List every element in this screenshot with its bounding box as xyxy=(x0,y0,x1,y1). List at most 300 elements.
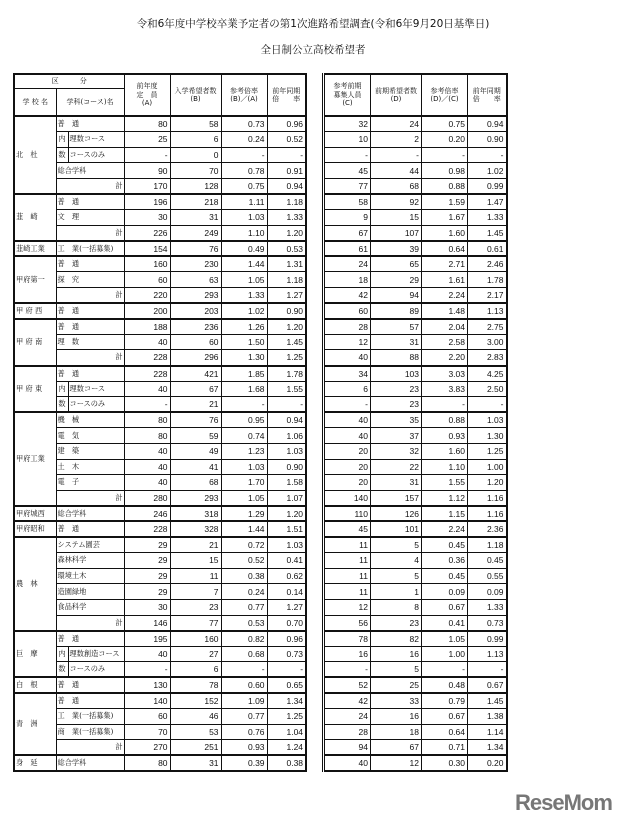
capacity-a-cell: 160 xyxy=(124,256,170,272)
ratio-dc-cell: 1.00 xyxy=(422,646,468,662)
capacity-a-cell: 226 xyxy=(124,225,170,241)
dept-name: 工 業(一括募集) xyxy=(56,241,124,257)
prev-ratio-2-cell: 1.16 xyxy=(468,490,507,506)
dept-name: 普 通 xyxy=(56,116,124,132)
ratio-dc-cell: 0.79 xyxy=(422,693,468,709)
applicants-d-cell: 157 xyxy=(371,490,422,506)
applicants-b-cell: 31 xyxy=(170,755,221,771)
ratio-ba-cell: 0.68 xyxy=(221,646,267,662)
ratio-ba-cell: - xyxy=(221,397,267,413)
applicants-d-cell: 22 xyxy=(371,459,422,475)
prev-ratio-cell: 1.07 xyxy=(267,490,306,506)
ratio-ba-cell: 0.38 xyxy=(221,568,267,584)
capacity-a-cell: 60 xyxy=(124,272,170,288)
quota-c-cell: 18 xyxy=(324,272,371,288)
ratio-ba-cell: 0.75 xyxy=(221,178,267,194)
table-row xyxy=(14,428,306,444)
dept-name: 建 築 xyxy=(56,443,124,459)
prev-ratio-2-cell: 1.14 xyxy=(468,724,507,740)
capacity-a-cell: 40 xyxy=(124,443,170,459)
quota-c-cell: 77 xyxy=(324,178,371,194)
applicants-d-cell: 92 xyxy=(371,194,422,210)
breakdown-mark: 内 xyxy=(56,646,68,662)
dept-name: 理数コース xyxy=(68,132,124,148)
school-name: 農 林 xyxy=(14,537,56,631)
school-name: 甲府城西 xyxy=(14,506,56,522)
table-row xyxy=(324,646,507,662)
subtotal-label: 計 xyxy=(56,178,124,194)
applicants-b-cell: 296 xyxy=(170,350,221,366)
ratio-ba-cell: 0.78 xyxy=(221,163,267,179)
prev-ratio-2-cell: 0.99 xyxy=(468,178,507,194)
prev-ratio-cell: 1.24 xyxy=(267,740,306,756)
prev-ratio-cell: 0.90 xyxy=(267,303,306,319)
prev-ratio-2-cell: 1.13 xyxy=(468,303,507,319)
ratio-dc-cell: 0.48 xyxy=(422,677,468,693)
table-row xyxy=(324,506,507,522)
applicants-d-cell: 94 xyxy=(371,288,422,304)
prev-ratio-cell: 1.25 xyxy=(267,350,306,366)
quota-c-cell: 12 xyxy=(324,599,371,615)
table-row xyxy=(324,366,507,382)
ratio-dc-cell: 3.83 xyxy=(422,381,468,397)
ratio-dc-cell: 1.59 xyxy=(422,194,468,210)
capacity-a-cell: 70 xyxy=(124,724,170,740)
table-row xyxy=(324,631,507,647)
prev-ratio-cell: 0.73 xyxy=(267,646,306,662)
ratio-dc-cell: 2.58 xyxy=(422,334,468,350)
quota-c-cell: 12 xyxy=(324,334,371,350)
table-row xyxy=(14,397,306,413)
ratio-ba-cell: 1.03 xyxy=(221,459,267,475)
table-row xyxy=(324,584,507,600)
prev-ratio-2-cell: 0.73 xyxy=(468,615,507,631)
ratio-ba-cell: 0.77 xyxy=(221,599,267,615)
applicants-b-cell: 293 xyxy=(170,288,221,304)
applicants-b-cell: 78 xyxy=(170,677,221,693)
ratio-ba-cell: 1.11 xyxy=(221,194,267,210)
ratio-dc-cell: 1.60 xyxy=(422,225,468,241)
quota-c-cell: 42 xyxy=(324,288,371,304)
prev-ratio-2-cell: 0.45 xyxy=(468,553,507,569)
school-name: 甲 府 南 xyxy=(14,319,56,366)
table-row xyxy=(324,724,507,740)
quota-c-cell: 11 xyxy=(324,584,371,600)
applicants-b-cell: 7 xyxy=(170,584,221,600)
table-row xyxy=(14,303,306,319)
quota-c-cell: 28 xyxy=(324,319,371,335)
breakdown-mark: 内 xyxy=(56,132,68,148)
prev-ratio-cell: 1.03 xyxy=(267,537,306,553)
prev-ratio-cell: 1.27 xyxy=(267,288,306,304)
applicants-d-cell: 68 xyxy=(371,178,422,194)
subtotal-row xyxy=(14,225,306,241)
school-name: 白 根 xyxy=(14,677,56,693)
school-name: 青 洲 xyxy=(14,693,56,755)
dept-name: 普 通 xyxy=(56,521,124,537)
header-applicants-d: 前期希望者数 (D) xyxy=(371,74,422,116)
resemom-logo: ReseMom xyxy=(515,790,612,815)
subtotal-row xyxy=(14,615,306,631)
quota-c-cell: 20 xyxy=(324,443,371,459)
header-prev-ratio-2: 前年同期 倍 率 xyxy=(468,74,507,116)
applicants-d-cell: 126 xyxy=(371,506,422,522)
capacity-a-cell: - xyxy=(124,147,170,163)
prev-ratio-cell: 0.41 xyxy=(267,553,306,569)
ratio-ba-cell: 0.74 xyxy=(221,428,267,444)
applicants-b-cell: 6 xyxy=(170,662,221,678)
ratio-ba-cell: 1.85 xyxy=(221,366,267,382)
subtotal-label: 計 xyxy=(56,740,124,756)
ratio-dc-cell: 2.24 xyxy=(422,288,468,304)
table-row xyxy=(324,397,507,413)
ratio-dc-cell: - xyxy=(422,662,468,678)
capacity-a-cell: 29 xyxy=(124,553,170,569)
quota-c-cell: 61 xyxy=(324,241,371,257)
ratio-dc-cell: 0.93 xyxy=(422,428,468,444)
capacity-a-cell: 188 xyxy=(124,319,170,335)
prev-ratio-cell: - xyxy=(267,147,306,163)
capacity-a-cell: 80 xyxy=(124,116,170,132)
applicants-b-cell: 203 xyxy=(170,303,221,319)
ratio-dc-cell: 0.75 xyxy=(422,116,468,132)
capacity-a-cell: 29 xyxy=(124,568,170,584)
applicants-b-cell: 46 xyxy=(170,709,221,725)
dept-name: 理数創造コース xyxy=(68,646,124,662)
prev-ratio-2-cell: 1.18 xyxy=(468,537,507,553)
quota-c-cell: 40 xyxy=(324,755,371,771)
ratio-dc-cell: 2.71 xyxy=(422,256,468,272)
table-row xyxy=(14,584,306,600)
capacity-a-cell: 195 xyxy=(124,631,170,647)
table-row xyxy=(324,116,507,132)
capacity-a-cell: 220 xyxy=(124,288,170,304)
quota-c-cell: 78 xyxy=(324,631,371,647)
prev-ratio-2-cell: - xyxy=(468,397,507,413)
table-row xyxy=(324,662,507,678)
capacity-a-cell: 228 xyxy=(124,350,170,366)
prev-ratio-cell: 1.34 xyxy=(267,693,306,709)
school-name: 甲府第一 xyxy=(14,256,56,303)
applicants-d-cell: 16 xyxy=(371,709,422,725)
prev-ratio-cell: 1.20 xyxy=(267,319,306,335)
ratio-dc-cell: 1.05 xyxy=(422,631,468,647)
header-quota-c: 参考前期 募集人員 (C) xyxy=(324,74,371,116)
prev-ratio-2-cell: 1.03 xyxy=(468,412,507,428)
applicants-d-cell: 101 xyxy=(371,521,422,537)
dept-name: コースのみ xyxy=(68,397,124,413)
capacity-a-cell: - xyxy=(124,662,170,678)
quota-c-cell: 58 xyxy=(324,194,371,210)
ratio-ba-cell: 0.53 xyxy=(221,615,267,631)
capacity-a-cell: 270 xyxy=(124,740,170,756)
ratio-dc-cell: 1.12 xyxy=(422,490,468,506)
table-row xyxy=(324,553,507,569)
prev-ratio-2-cell: 1.02 xyxy=(468,163,507,179)
capacity-a-cell: 40 xyxy=(124,334,170,350)
prev-ratio-cell: 1.18 xyxy=(267,194,306,210)
quota-c-cell: 6 xyxy=(324,381,371,397)
ratio-ba-cell: 0.24 xyxy=(221,132,267,148)
early-applicants-table xyxy=(322,73,508,772)
table-row xyxy=(14,459,306,475)
table-row xyxy=(14,646,306,662)
capacity-a-cell: 280 xyxy=(124,490,170,506)
ratio-ba-cell: 1.03 xyxy=(221,210,267,226)
school-name: 韮 崎 xyxy=(14,194,56,241)
applicants-b-cell: 60 xyxy=(170,334,221,350)
dept-name: 普 通 xyxy=(56,256,124,272)
capacity-a-cell: 80 xyxy=(124,428,170,444)
prev-ratio-2-cell: 0.61 xyxy=(468,241,507,257)
quota-c-cell: 10 xyxy=(324,132,371,148)
ratio-ba-cell: 1.30 xyxy=(221,350,267,366)
subtotal-row xyxy=(14,288,306,304)
capacity-a-cell: 40 xyxy=(124,475,170,491)
table-row xyxy=(14,553,306,569)
applicants-b-cell: 59 xyxy=(170,428,221,444)
ratio-dc-cell: 1.67 xyxy=(422,210,468,226)
prev-ratio-cell: 1.45 xyxy=(267,334,306,350)
table-row xyxy=(324,303,507,319)
applicants-d-cell: 65 xyxy=(371,256,422,272)
prev-ratio-cell: 1.78 xyxy=(267,366,306,382)
capacity-a-cell: 80 xyxy=(124,412,170,428)
ratio-dc-cell: 0.20 xyxy=(422,132,468,148)
dept-name: 食品科学 xyxy=(56,599,124,615)
prev-ratio-2-cell: 1.20 xyxy=(468,475,507,491)
quota-c-cell: 56 xyxy=(324,615,371,631)
prev-ratio-2-cell: 2.50 xyxy=(468,381,507,397)
table-row xyxy=(14,693,306,709)
prev-ratio-2-cell: 4.25 xyxy=(468,366,507,382)
prev-ratio-cell: 0.70 xyxy=(267,615,306,631)
applicants-d-cell: 2 xyxy=(371,132,422,148)
applicants-b-cell: 76 xyxy=(170,241,221,257)
dept-name: 造園緑地 xyxy=(56,584,124,600)
dept-name: 商 業(一括募集) xyxy=(56,724,124,740)
ratio-ba-cell: 1.50 xyxy=(221,334,267,350)
breakdown-mark: 数 xyxy=(56,397,68,413)
page-subtitle: 全日制公立高校希望者 xyxy=(260,44,366,56)
ratio-ba-cell: 0.49 xyxy=(221,241,267,257)
quota-c-cell: - xyxy=(324,397,371,413)
table-row xyxy=(14,631,306,647)
school-name: 韮崎工業 xyxy=(14,241,56,257)
capacity-a-cell: 228 xyxy=(124,521,170,537)
applicants-d-cell: 24 xyxy=(371,116,422,132)
table-row xyxy=(324,412,507,428)
table-row xyxy=(324,256,507,272)
prev-ratio-cell: - xyxy=(267,397,306,413)
prev-ratio-2-cell: 2.36 xyxy=(468,521,507,537)
quota-c-cell: 40 xyxy=(324,428,371,444)
dept-name: 普 通 xyxy=(56,693,124,709)
table-row xyxy=(14,319,306,335)
ratio-ba-cell: 1.02 xyxy=(221,303,267,319)
table-row xyxy=(324,755,507,771)
prev-ratio-2-cell: 1.13 xyxy=(468,646,507,662)
school-name: 北 杜 xyxy=(14,116,56,194)
applicants-b-cell: 21 xyxy=(170,397,221,413)
table-row xyxy=(324,428,507,444)
prev-ratio-cell: 1.18 xyxy=(267,272,306,288)
ratio-ba-cell: 1.09 xyxy=(221,693,267,709)
quota-c-cell: 45 xyxy=(324,521,371,537)
prev-ratio-2-cell: 2.75 xyxy=(468,319,507,335)
table-row xyxy=(324,693,507,709)
prev-ratio-cell: 1.58 xyxy=(267,475,306,491)
applicants-d-cell: - xyxy=(371,147,422,163)
prev-ratio-cell: 0.65 xyxy=(267,677,306,693)
table-row xyxy=(14,537,306,553)
table-row xyxy=(14,568,306,584)
dept-name: 普 通 xyxy=(56,319,124,335)
applicants-d-cell: 5 xyxy=(371,537,422,553)
dept-name: 電 子 xyxy=(56,475,124,491)
prev-ratio-cell: 1.31 xyxy=(267,256,306,272)
dept-name: 総合学科 xyxy=(56,506,124,522)
applicants-d-cell: 25 xyxy=(371,677,422,693)
ratio-dc-cell: 0.64 xyxy=(422,724,468,740)
applicants-d-cell: 29 xyxy=(371,272,422,288)
applicants-b-cell: 15 xyxy=(170,553,221,569)
applicants-b-cell: 58 xyxy=(170,116,221,132)
prev-ratio-cell: 0.96 xyxy=(267,631,306,647)
prev-ratio-2-cell: 0.20 xyxy=(468,755,507,771)
ratio-dc-cell: 1.60 xyxy=(422,443,468,459)
applicants-b-cell: 67 xyxy=(170,381,221,397)
subtotal-row xyxy=(14,490,306,506)
school-name: 甲 府 東 xyxy=(14,366,56,413)
capacity-a-cell: 196 xyxy=(124,194,170,210)
table-row xyxy=(324,241,507,257)
prev-ratio-2-cell: 1.25 xyxy=(468,443,507,459)
ratio-ba-cell: 0.95 xyxy=(221,412,267,428)
prev-ratio-cell: 1.51 xyxy=(267,521,306,537)
applicants-d-cell: 82 xyxy=(371,631,422,647)
dept-name: 森林科学 xyxy=(56,553,124,569)
table-row xyxy=(14,412,306,428)
quota-c-cell: 16 xyxy=(324,646,371,662)
subtotal-label: 計 xyxy=(56,490,124,506)
table-row xyxy=(14,334,306,350)
capacity-a-cell: 146 xyxy=(124,615,170,631)
breakdown-mark: 内 xyxy=(56,381,68,397)
ratio-dc-cell: 3.03 xyxy=(422,366,468,382)
ratio-dc-cell: 0.98 xyxy=(422,163,468,179)
prev-ratio-2-cell: 1.38 xyxy=(468,709,507,725)
ratio-ba-cell: 1.05 xyxy=(221,490,267,506)
applicants-d-cell: 35 xyxy=(371,412,422,428)
table-row xyxy=(14,755,306,771)
prev-ratio-2-cell: 1.45 xyxy=(468,693,507,709)
applicants-b-cell: 11 xyxy=(170,568,221,584)
prev-ratio-2-cell: 2.17 xyxy=(468,288,507,304)
prev-ratio-cell: 0.91 xyxy=(267,163,306,179)
applicants-d-cell: 31 xyxy=(371,475,422,491)
quota-c-cell: 40 xyxy=(324,412,371,428)
applicants-b-cell: 249 xyxy=(170,225,221,241)
ratio-dc-cell: 0.45 xyxy=(422,537,468,553)
dept-name: 環境土木 xyxy=(56,568,124,584)
dept-name: 理数コース xyxy=(68,381,124,397)
prev-ratio-cell: 0.14 xyxy=(267,584,306,600)
prev-ratio-2-cell: 1.33 xyxy=(468,599,507,615)
subtotal-row xyxy=(324,178,507,194)
quota-c-cell: 24 xyxy=(324,709,371,725)
subtotal-label: 計 xyxy=(56,225,124,241)
table-row xyxy=(324,147,507,163)
table-row xyxy=(324,709,507,725)
table-row xyxy=(324,568,507,584)
table-row xyxy=(14,132,306,148)
quota-c-cell: 110 xyxy=(324,506,371,522)
applicants-d-cell: 16 xyxy=(371,646,422,662)
applicants-b-cell: 27 xyxy=(170,646,221,662)
applicants-table xyxy=(13,73,307,772)
prev-ratio-cell: 0.38 xyxy=(267,755,306,771)
applicants-b-cell: 293 xyxy=(170,490,221,506)
applicants-b-cell: 421 xyxy=(170,366,221,382)
ratio-ba-cell: 0.72 xyxy=(221,537,267,553)
dept-name: 文 理 xyxy=(56,210,124,226)
applicants-d-cell: 88 xyxy=(371,350,422,366)
prev-ratio-2-cell: 0.90 xyxy=(468,132,507,148)
ratio-dc-cell: 0.41 xyxy=(422,615,468,631)
applicants-b-cell: 53 xyxy=(170,724,221,740)
table-row xyxy=(14,147,306,163)
dept-name: コースのみ xyxy=(68,662,124,678)
table-row xyxy=(324,163,507,179)
capacity-a-cell: 40 xyxy=(124,381,170,397)
subtotal-row xyxy=(324,288,507,304)
table-row xyxy=(14,475,306,491)
dept-name: 探 究 xyxy=(56,272,124,288)
table-row xyxy=(324,599,507,615)
applicants-b-cell: 76 xyxy=(170,412,221,428)
prev-ratio-2-cell: 1.30 xyxy=(468,428,507,444)
prev-ratio-2-cell: 1.00 xyxy=(468,459,507,475)
quota-c-cell: 20 xyxy=(324,475,371,491)
applicants-b-cell: 251 xyxy=(170,740,221,756)
table-row xyxy=(14,116,306,132)
applicants-b-cell: 31 xyxy=(170,210,221,226)
applicants-d-cell: 4 xyxy=(371,553,422,569)
applicants-d-cell: 23 xyxy=(371,615,422,631)
ratio-ba-cell: 0.77 xyxy=(221,709,267,725)
breakdown-mark: 数 xyxy=(56,147,68,163)
quota-c-cell: - xyxy=(324,147,371,163)
table-row xyxy=(14,194,306,210)
applicants-d-cell: 107 xyxy=(371,225,422,241)
applicants-d-cell: 67 xyxy=(371,740,422,756)
applicants-b-cell: 49 xyxy=(170,443,221,459)
ratio-dc-cell: 1.48 xyxy=(422,303,468,319)
ratio-dc-cell: 1.55 xyxy=(422,475,468,491)
prev-ratio-cell: 1.03 xyxy=(267,443,306,459)
table-row xyxy=(324,443,507,459)
ratio-dc-cell: 1.15 xyxy=(422,506,468,522)
prev-ratio-cell: 1.33 xyxy=(267,210,306,226)
quota-c-cell: 11 xyxy=(324,568,371,584)
dept-name: 普 通 xyxy=(56,631,124,647)
dept-name: 機 械 xyxy=(56,412,124,428)
applicants-b-cell: 160 xyxy=(170,631,221,647)
capacity-a-cell: 80 xyxy=(124,755,170,771)
subtotal-row xyxy=(14,178,306,194)
quota-c-cell: 20 xyxy=(324,459,371,475)
